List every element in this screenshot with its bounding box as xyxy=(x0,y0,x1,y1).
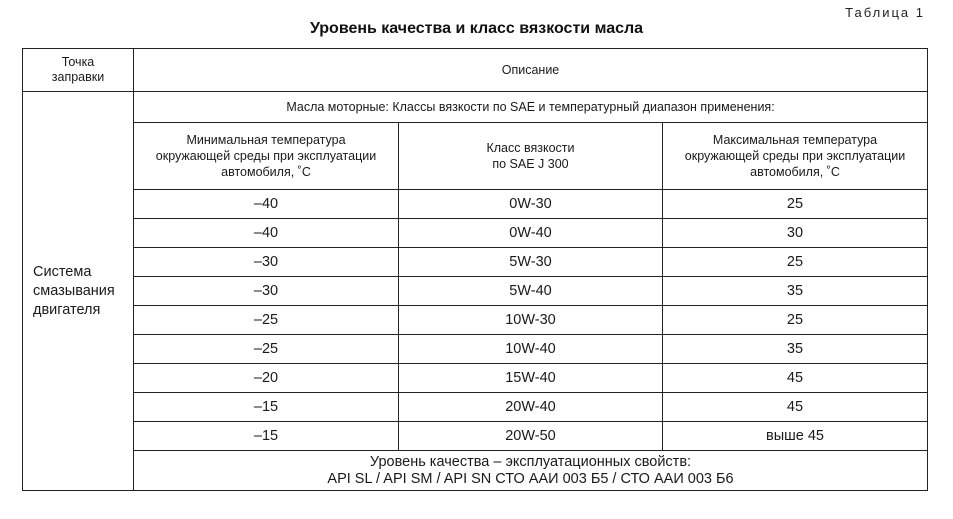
max-temp-cell: 25 xyxy=(663,190,928,219)
max-temp-cell: 25 xyxy=(663,248,928,277)
max-temp-cell: 35 xyxy=(663,277,928,306)
col-head-max-temp xyxy=(663,123,928,190)
table-title: Уровень качества и класс вязкости масла xyxy=(309,20,644,37)
min-temp-cell: –40 xyxy=(134,219,399,248)
min-temp-cell: –15 xyxy=(134,393,399,422)
refill-point-cell xyxy=(23,92,134,491)
viscosity-class-cell: 10W-40 xyxy=(399,335,663,364)
column-header-row xyxy=(23,123,928,190)
col-head-max-temp-line3: автомобиля, ˚С xyxy=(750,165,840,179)
point-line1: Система xyxy=(33,263,92,280)
min-temp-cell: –20 xyxy=(134,364,399,393)
viscosity-class-cell: 5W-40 xyxy=(399,277,663,306)
col-head-min-temp-line1: Минимальная температура xyxy=(186,133,346,147)
col-head-min-temp-line2: окружающей среды при эксплуатации xyxy=(155,149,377,163)
oil-viscosity-table xyxy=(22,48,928,491)
table-row xyxy=(23,422,928,451)
min-temp-cell: –25 xyxy=(134,306,399,335)
header-description-cell: Описание xyxy=(134,49,928,92)
table-row xyxy=(23,306,928,335)
quality-level-line1: Уровень качества – эксплуатационных свойств: xyxy=(369,453,692,470)
max-temp-cell: 45 xyxy=(663,393,928,422)
table-row xyxy=(23,335,928,364)
viscosity-class-cell: 20W-40 xyxy=(399,393,663,422)
min-temp-cell: –15 xyxy=(134,422,399,451)
table-number-label: Таблица 1 xyxy=(845,5,925,20)
table-row xyxy=(23,277,928,306)
col-head-max-temp-line1: Максимальная температура xyxy=(712,133,878,147)
quality-level-cell xyxy=(134,451,928,491)
min-temp-cell: –30 xyxy=(134,248,399,277)
header-point-line2: заправки xyxy=(51,70,105,84)
min-temp-cell: –40 xyxy=(134,190,399,219)
col-head-max-temp-line2: окружающей среды при эксплуатации xyxy=(684,149,906,163)
max-temp-cell: 45 xyxy=(663,364,928,393)
viscosity-class-cell: 0W-40 xyxy=(399,219,663,248)
max-temp-cell: 25 xyxy=(663,306,928,335)
max-temp-cell: 30 xyxy=(663,219,928,248)
col-head-viscosity xyxy=(399,123,663,190)
header-row xyxy=(23,49,928,92)
col-head-viscosity-line2: по SAE J 300 xyxy=(492,157,569,171)
viscosity-class-cell: 5W-30 xyxy=(399,248,663,277)
max-temp-cell: выше 45 xyxy=(663,422,928,451)
col-head-min-temp xyxy=(134,123,399,190)
header-point-line1: Точка xyxy=(61,55,95,69)
col-head-min-temp-line3: автомобиля, ˚С xyxy=(221,165,311,179)
col-head-viscosity-line1: Класс вязкости xyxy=(486,141,575,155)
table-row xyxy=(23,393,928,422)
table-row xyxy=(23,219,928,248)
min-temp-cell: –25 xyxy=(134,335,399,364)
table-row xyxy=(23,248,928,277)
table-row xyxy=(23,190,928,219)
max-temp-cell: 35 xyxy=(663,335,928,364)
viscosity-class-cell: 20W-50 xyxy=(399,422,663,451)
viscosity-class-cell: 15W-40 xyxy=(399,364,663,393)
subheader-cell: Масла моторные: Классы вязкости по SAE и температурный диапазон применения: xyxy=(134,92,928,123)
quality-level-line2: API SL / API SM / API SN СТО ААИ 003 Б5 / СТО ААИ 003 Б6 xyxy=(327,470,734,487)
footer-row xyxy=(23,451,928,491)
point-line2: смазывания xyxy=(33,282,115,299)
header-point-cell xyxy=(23,49,134,92)
viscosity-class-cell: 10W-30 xyxy=(399,306,663,335)
viscosity-class-cell: 0W-30 xyxy=(399,190,663,219)
min-temp-cell: –30 xyxy=(134,277,399,306)
point-line3: двигателя xyxy=(33,301,101,318)
table-row xyxy=(23,364,928,393)
subheader-row xyxy=(23,92,928,123)
